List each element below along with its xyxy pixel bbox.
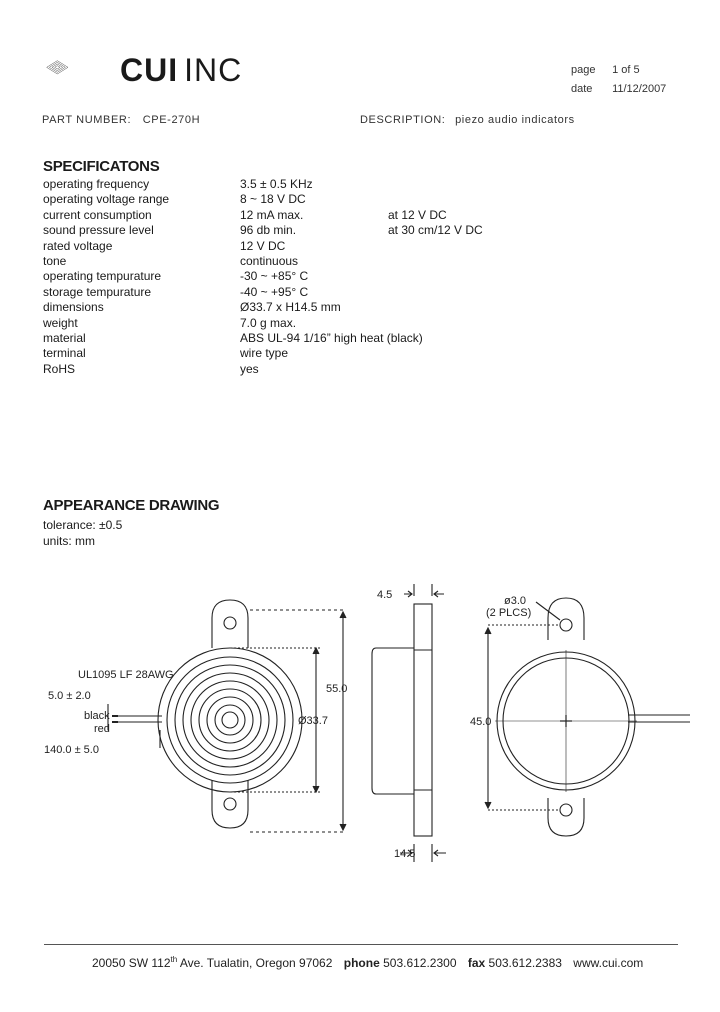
spec-value: yes: [240, 361, 259, 376]
description: [360, 114, 575, 126]
spec-row: [43, 346, 643, 361]
spec-condition: at 12 V DC: [388, 207, 447, 222]
spec-label: dimensions: [43, 300, 104, 315]
company-name-bold: CUI: [120, 52, 179, 88]
hole-dia-label: ø3.0: [504, 595, 527, 607]
spec-label: rated voltage: [43, 238, 113, 253]
page-label: page: [571, 64, 596, 76]
specifications-table: [43, 177, 643, 377]
company-name-light: INC: [184, 52, 243, 88]
spec-value: continuous: [240, 253, 299, 268]
date-value: 11/12/2007: [612, 83, 667, 95]
spec-label: operating voltage range: [43, 192, 170, 207]
spec-value: -40 ~ +95° C: [240, 284, 309, 299]
side-flange: [414, 604, 432, 836]
spec-value: 8 ~ 18 V DC: [240, 192, 306, 207]
spec-row: [43, 331, 643, 346]
spec-row: [43, 362, 643, 377]
spec-row: [43, 285, 643, 300]
spec-label: material: [43, 330, 86, 345]
spec-label: operating frequency: [43, 177, 150, 191]
footer-address-pre: 20050 SW 112: [92, 956, 171, 970]
date-label: date: [571, 83, 593, 95]
spec-row: [43, 254, 643, 269]
spec-row: [43, 177, 643, 192]
spec-value: 12 mA max.: [240, 207, 304, 222]
spec-label: current consumption: [43, 207, 152, 222]
part-number: [42, 114, 200, 126]
spec-value: 96 db min.: [240, 223, 297, 238]
description-value: piezo audio indicators: [455, 114, 575, 126]
wire-black-label: black: [84, 710, 110, 722]
diameter-label: Ø33.7: [298, 715, 328, 727]
front-top-hole: [224, 617, 236, 629]
spec-value: wire type: [240, 346, 289, 361]
description-label: DESCRIPTION:: [360, 114, 446, 126]
height-overall-label: 55.0: [326, 683, 348, 695]
spec-value: 12 V DC: [240, 238, 286, 253]
hole-count-label: (2 PLCS): [486, 607, 532, 619]
spec-label: terminal: [43, 346, 86, 361]
footer-fax-label: fax: [467, 956, 486, 970]
date-indicator: [571, 83, 666, 95]
front-sound-hole: [222, 712, 238, 728]
spec-row: [43, 300, 643, 315]
appearance-title: APPEARANCE DRAWING: [43, 497, 220, 514]
tolerance-note: tolerance: ±0.5: [43, 518, 123, 532]
spec-row: [43, 316, 643, 331]
spec-label: tone: [43, 253, 67, 268]
spec-row: [43, 239, 643, 254]
spec-label: RoHS: [43, 361, 76, 376]
units-note: units: mm: [43, 534, 96, 548]
footer-phone-value: 503.612.2300: [383, 956, 457, 970]
strip-length-label: 5.0 ± 2.0: [48, 690, 91, 702]
footer-address-post: Ave. Tualatin, Oregon 97062: [177, 956, 333, 970]
page-value: 1 of 5: [612, 64, 640, 76]
company-logo-mark: [46, 46, 116, 88]
hole-spacing-label: 45.0: [470, 716, 492, 728]
spec-value: 3.5 ± 0.5 KHz: [240, 177, 313, 191]
thickness-top-label: 4.5: [377, 589, 393, 601]
footer-divider: [44, 944, 678, 945]
spec-condition: at 30 cm/12 V DC: [388, 223, 483, 238]
page-indicator: [571, 64, 640, 76]
front-bottom-hole: [224, 798, 236, 810]
front-body-outer: [158, 648, 302, 792]
part-number-value: CPE-270H: [142, 114, 201, 126]
footer-website[interactable]: www.cui.com: [573, 956, 644, 970]
specifications-title: SPECIFICATONS: [43, 158, 160, 175]
spec-row: [43, 208, 643, 223]
thickness-bottom-label: 14.5: [394, 848, 416, 860]
spec-value: -30 ~ +85° C: [240, 269, 309, 284]
side-body: [372, 648, 414, 794]
back-bottom-hole: [560, 804, 572, 816]
spec-label: operating tempurature: [43, 269, 162, 284]
company-name: [120, 52, 242, 89]
spec-label: storage tempurature: [43, 284, 152, 299]
front-top-tab: [212, 600, 248, 648]
spec-value: 7.0 g max.: [240, 315, 297, 330]
footer-fax-value: 503.612.2383: [488, 956, 562, 970]
footer-address-sup: th: [170, 955, 178, 964]
appearance-drawing: [0, 570, 720, 870]
spec-row: [43, 223, 643, 238]
footer-phone-label: phone: [343, 956, 380, 970]
wire-red-label: red: [94, 723, 110, 735]
spec-row: [43, 269, 643, 284]
spec-label: sound pressure level: [43, 223, 154, 238]
wire-spec-label: UL1095 LF 28AWG: [78, 669, 174, 681]
spec-row: [43, 192, 643, 207]
part-number-label: PART NUMBER:: [42, 114, 132, 126]
spec-value: Ø33.7 x H14.5 mm: [240, 300, 341, 315]
spec-value: ABS UL-94 1/16” high heat (black): [240, 330, 423, 345]
back-top-hole: [560, 619, 572, 631]
wire-length-label: 140.0 ± 5.0: [44, 744, 99, 756]
front-bottom-tab: [212, 780, 248, 828]
footer-contact: [92, 955, 643, 970]
spec-label: weight: [43, 315, 78, 330]
